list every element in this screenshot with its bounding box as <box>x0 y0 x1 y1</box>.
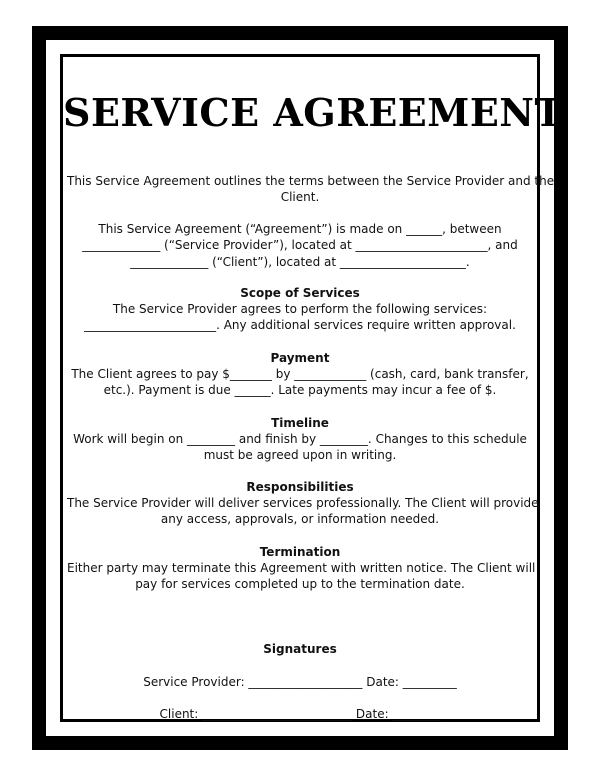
preamble-line-1: This Service Agreement (“Agreement”) is made on ______, between <box>98 222 502 236</box>
provider-signature-text: Service Provider: ___________________ Date: _________ <box>143 675 457 689</box>
inner-border <box>60 54 564 722</box>
responsibilities-line-2: any access, approvals, or information needed. <box>160 512 440 527</box>
responsibilities-body <box>67 495 539 528</box>
responsibilities-heading: Responsibilities <box>246 480 354 494</box>
termination-body <box>67 560 536 593</box>
timeline-line-1: Work will begin on ________ and finish by ________. Changes to this schedule <box>73 432 527 446</box>
intro-line-1: This Service Agreement outlines the terms between the Service Provider and the <box>67 174 555 188</box>
scope-heading: Scope of Services <box>240 286 360 300</box>
termination-heading: Termination <box>259 545 341 559</box>
preamble-paragraph <box>67 221 533 270</box>
timeline-body <box>67 431 533 464</box>
payment-line-1: The Client agrees to pay $_______ by ____________ (cash, card, bank transfer, <box>71 367 529 381</box>
agreement-page <box>63 57 564 721</box>
preamble-line-3: _____________ (“Client”), located at _____________________. <box>130 254 470 269</box>
payment-line-2: etc.). Payment is due ______. Late payments may incur a fee of $. <box>103 383 497 398</box>
outer-border <box>32 26 568 750</box>
scope-line-2: ______________________. Any additional services require written approval. <box>84 318 516 333</box>
termination-line-2: pay for services completed up to the termination date. <box>135 577 465 592</box>
provider-signature-line <box>67 674 533 690</box>
timeline-heading: Timeline <box>271 416 329 430</box>
border-gap <box>46 40 564 736</box>
client-signature-line <box>67 706 533 722</box>
timeline-line-2: must be agreed upon in writing. <box>203 448 397 463</box>
signatures-heading: Signatures <box>263 642 337 656</box>
scope-body <box>67 301 533 334</box>
termination-line-1: Either party may terminate this Agreement with written notice. The Client will <box>67 561 536 575</box>
preamble-line-2: _____________ (“Service Provider”), located at ______________________, and <box>82 238 518 253</box>
document-title: SERVICE AGREEMENT <box>63 90 564 135</box>
payment-heading: Payment <box>270 351 330 365</box>
payment-body <box>67 366 533 399</box>
intro-paragraph <box>67 173 555 206</box>
intro-line-2: Client. <box>280 190 320 205</box>
scope-line-1: The Service Provider agrees to perform the following services: <box>112 302 488 316</box>
responsibilities-line-1: The Service Provider will deliver services professionally. The Client will provide <box>67 496 539 510</box>
client-signature-text: Client: _________________________ Date: ________ <box>159 707 441 721</box>
